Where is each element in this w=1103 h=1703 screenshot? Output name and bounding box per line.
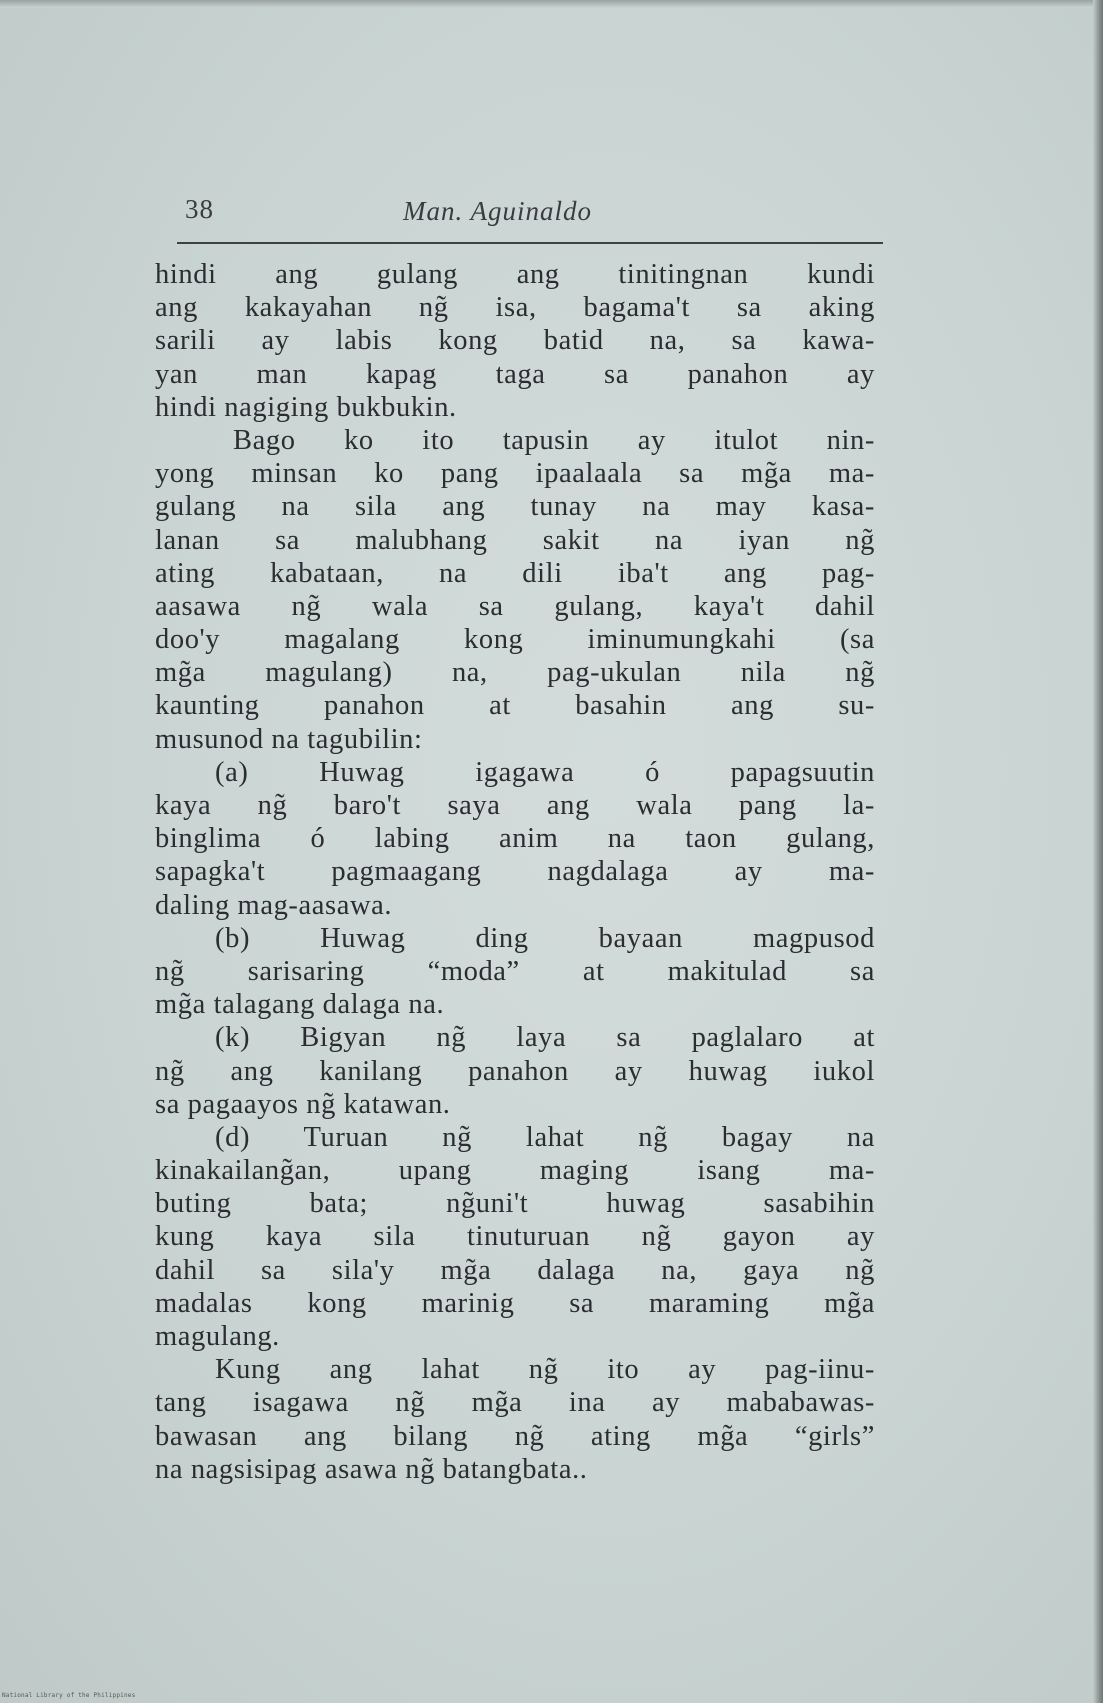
text-line: magulang. xyxy=(155,1321,280,1352)
running-head: Man. Aguinaldo xyxy=(403,196,592,226)
text-line: kaunting panahon at basahin ang su- xyxy=(155,690,875,722)
text-line: musunod na tagubilin: xyxy=(155,723,423,755)
text-line: kaya ng̃ baro't saya ang wala pang la- xyxy=(155,790,875,821)
text-line: sarili ay labis kong batid na, sa kawa- xyxy=(155,325,875,357)
text-line: Kung ang lahat ng̃ ito ay pag-iinu- xyxy=(215,1354,875,1386)
text-line: doo'y magalang kong iminumungkahi (sa xyxy=(155,624,875,656)
text-line: mg̃a talagang dalaga na. xyxy=(155,989,445,1021)
scan-right-edge xyxy=(1093,0,1103,1703)
body-text xyxy=(155,258,875,1486)
text-line: ang kakayahan ng̃ isa, bagama't sa aking xyxy=(155,292,875,324)
text-line: ng̃ sarisaring “moda” at makitulad sa xyxy=(155,955,875,987)
text-line: yan man kapag taga sa panahon ay xyxy=(155,358,875,390)
text-line: Bago ko ito tapusin ay itulot nin- xyxy=(233,424,875,456)
text-line: kung kaya sila tinuturuan ng̃ gayon ay xyxy=(155,1221,875,1253)
text-line: hindi nagiging bukbukin. xyxy=(155,391,457,423)
text-line: binglima ó labing anim na taon gulang, xyxy=(155,823,875,855)
text-line: (k) Bigyan ng̃ laya sa paglalaro at xyxy=(215,1022,875,1054)
page-header xyxy=(155,190,885,230)
text-line: gulang na sila ang tunay na may kasa- xyxy=(155,491,875,523)
text-line: yong minsan ko pang ipaalaala sa mg̃a ma- xyxy=(155,458,875,490)
text-line: aasawa ng̃ wala sa gulang, kaya't dahil xyxy=(155,590,875,622)
book-page xyxy=(155,190,885,1485)
text-line: kinakailang̃an, upang maging isang ma- xyxy=(155,1155,875,1187)
text-line: (a) Huwag igagawa ó papagsuutin xyxy=(215,756,875,788)
text-line: na nagsisipag asawa ng̃ batangbata.. xyxy=(155,1453,588,1485)
text-line: buting bata; ng̃uni't huwag sasabihin xyxy=(155,1188,875,1220)
text-line: sa pagaayos ng̃ katawan. xyxy=(155,1088,451,1120)
text-line: mg̃a magulang) na, pag-ukulan nila ng̃ xyxy=(155,657,875,689)
text-line: hindi ang gulang ang tinitingnan kundi xyxy=(155,259,875,290)
text-line: tang isagawa ng̃ mg̃a ina ay mababawas- xyxy=(155,1387,875,1419)
text-line: bawasan ang bilang ng̃ ating mg̃a “girls” xyxy=(155,1420,875,1452)
text-line: (b) Huwag ding bayaan magpusod xyxy=(215,922,875,954)
text-line: dahil sa sila'y mg̃a dalaga na, gaya ng̃ xyxy=(155,1254,875,1286)
text-line: ng̃ ang kanilang panahon ay huwag iukol xyxy=(155,1055,875,1087)
text-line: daling mag-aasawa. xyxy=(155,889,393,921)
text-line: lanan sa malubhang sakit na iyan ng̃ xyxy=(155,524,875,556)
header-rule xyxy=(177,242,883,244)
text-line: (d) Turuan ng̃ lahat ng̃ bagay na xyxy=(215,1121,875,1153)
text-line: sapagka't pagmaagang nagdalaga ay ma- xyxy=(155,856,875,888)
library-credit: National Library of the Philippines xyxy=(2,1692,136,1699)
text-line: madalas kong marinig sa maraming mg̃a xyxy=(155,1287,875,1319)
page-number: 38 xyxy=(185,194,214,224)
text-line: ating kabataan, na dili iba't ang pag- xyxy=(155,557,875,589)
scan-top-edge xyxy=(0,0,1103,8)
